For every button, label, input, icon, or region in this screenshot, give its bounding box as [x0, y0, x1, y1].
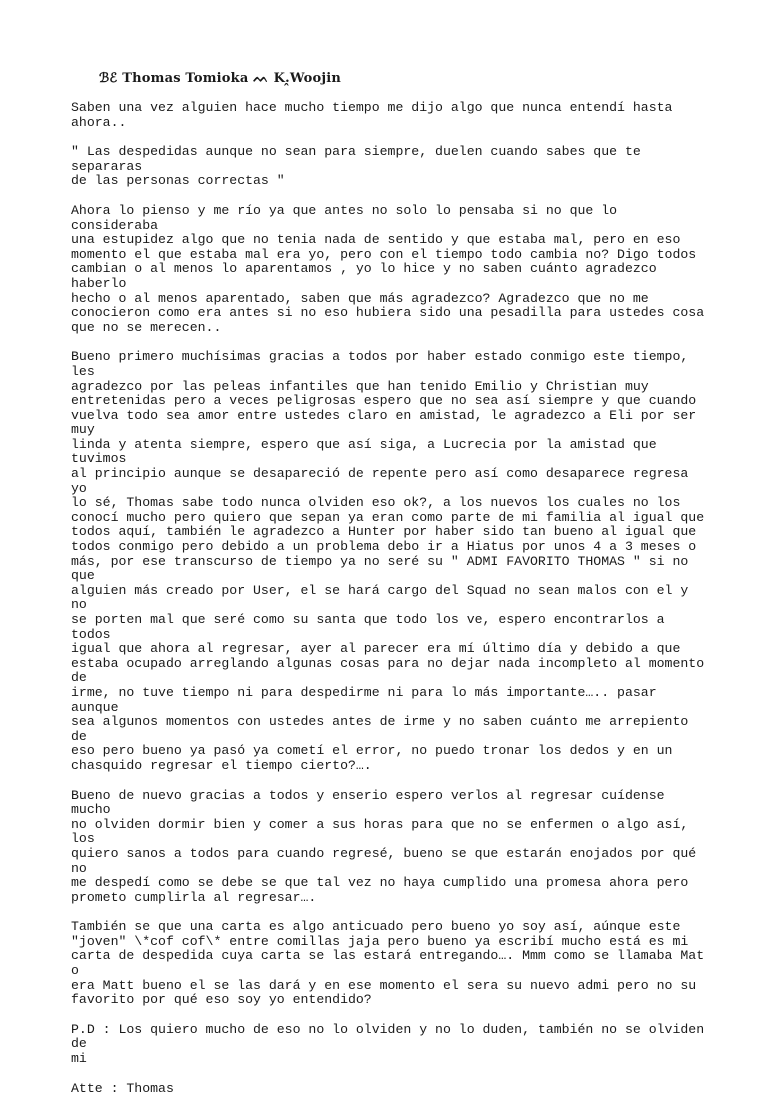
- document-title: ℬℰ Thomas Tomioka ᨓ K.̭Woojin: [99, 71, 342, 86]
- paragraph-signature: Atte : Thomas: [71, 1080, 174, 1096]
- paragraph-quote: " Las despedidas aunque no sean para siempre, duelen cuando sabes que te separaras de las personas correctas ": [71, 144, 641, 189]
- paragraph-thanks: Bueno primero muchísimas gracias a todos por haber estado conmigo este tiempo, les agradezco por las peleas infantiles que han tenido Emilio y Christian muy entretenidas pero a veces peligrosas espero que no sea así siempre y que cuando vuelva todo sea amor entre ustedes claro en amistad, le agradezco a Eli por ser muy linda y atenta siempre, espero que así siga, a Lucrecia por la amistad que tuvimos al principio aunque se desapareció de repente pero así como desaparece regresa yo lo sé, Thomas sabe todo nunca olviden eso ok?, a los nuevos los cuales no los conocí mucho pero quiero que sepan ya eran como parte de mi familia al igual que todos aquí, también le agradezco a Hunter por haber sido tan bueno al igual que todos conmigo pero debido a un problema debo ir a Hiatus por unos 4 a 3 meses o más, por ese transcurso de tiempo ya no seré su " ADMI FAVORITO THOMAS " si no que alguien más creado por User, el se hará cargo del Squad no sean malos con el y no se porten mal que seré como su santa que todo los ve, espero encontrarlos a todos igual que ahora al regresar, ayer al parecer era mí último día y debido a que estaba ocupado arreglando algunas cosas para no dejar nada incompleto al momento de irme, no tuve tiempo ni para despedirme ni para lo más importante….. pasar aunque sea algunos momentos con ustedes antes de irme y no saben cuánto me arrepiento de eso pero bueno ya pasó ya cometí el error, no puedo tronar los dedos y en un chasquido regresar el tiempo cierto?….: [71, 349, 705, 773]
- paragraph-reflection: Ahora lo pienso y me río ya que antes no solo lo pensaba si no que lo consideraba una estupidez algo que no tenia nada de sentido y que estaba mal, pero en eso momento el que estaba mal era yo, pero con el tiempo todo cambia no? Digo todos cambian o al menos lo aparentamos , yo lo hice y no saben cuánto agradezco haberlo hecho o al menos aparentado, saben que más agradezco? Agradezco que no me conocieron como era antes si no eso hubiera sido una pesadilla para ustedes cosa que no se merecen..: [71, 202, 705, 335]
- paragraph-farewell: Bueno de nuevo gracias a todos y enserio espero verlos al regresar cuídense mucho no olviden dormir bien y comer a sus horas para que no se enfermen o algo así, los quiero sanos a todos para cuando regresé, bueno se que estarán enojados por qué no me despedí como se debe se que tal vez no haya cumplido una promesa ahora pero prometo cumplirla al regresar….: [71, 787, 697, 905]
- document-body: [71, 101, 711, 1111]
- paragraph-letter: También se que una carta es algo anticuado pero bueno yo soy así, aúnque este "joven" \*cof cof\* entre comillas jaja pero bueno ya escribí mucho está es mi carta de despedida cuya carta se las estará entregando…. Mmm como se llamaba Mat o era Matt bueno el se las dará y en ese momento el sera su nuevo admi pero no su favorito por qué eso soy yo entendido?: [71, 919, 705, 1008]
- paragraph-postscript: P.D : Los quiero mucho de eso no lo olviden y no lo duden, también no se olviden de mi: [71, 1021, 705, 1067]
- paragraph-intro: Saben una vez alguien hace mucho tiempo me dijo algo que nunca entendí hasta ahora..: [71, 100, 673, 130]
